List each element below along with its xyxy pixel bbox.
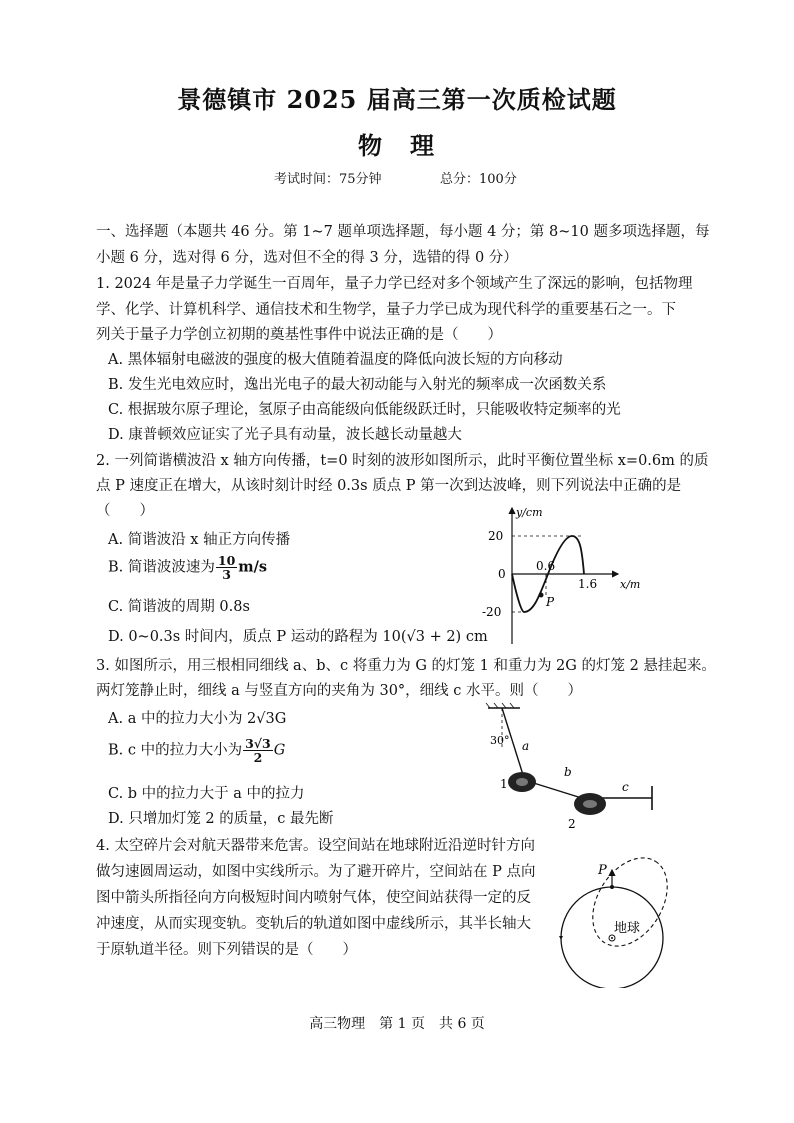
- q2-option-b-unit: m/s: [238, 558, 268, 576]
- point-p: [539, 593, 544, 598]
- q3-option-b: [108, 737, 285, 764]
- q3-fraction: [243, 737, 273, 764]
- q3-lantern-figure: [476, 700, 662, 832]
- graph-origin: 0: [498, 567, 506, 581]
- orbit-direction-arrow: [559, 936, 563, 940]
- q4-orbit-figure: [550, 848, 690, 988]
- exam-title: 景德镇市 2025 届高三第一次质检试题: [177, 85, 617, 114]
- q4-stem-line5: 于原轨道半径。则下列错误的是（ ）: [96, 942, 357, 958]
- station-point: [610, 885, 614, 889]
- page-footer: 高三物理 第 1 页 共 6 页: [309, 1016, 485, 1032]
- fraction-denominator: 3: [222, 567, 231, 582]
- subject-title: 物 理: [358, 131, 436, 160]
- q2-wave-graph: [478, 502, 658, 650]
- q3-option-c: C. b 中的拉力大于 a 中的拉力: [108, 786, 305, 802]
- q2-option-b-text: B. 简谐波波速为: [108, 559, 215, 576]
- q4-stem-line3: 图中箭头所指径向方向极短时间内喷射气体，使空间站获得一定的反: [96, 890, 531, 906]
- total-score: 总分：100分: [440, 172, 517, 187]
- q3-option-d: D. 只增加灯笼 2 的质量，c 最先断: [108, 811, 334, 827]
- q4-stem-line4: 冲速度，从而实现变轨。变轨后的轨道如图中虚线所示，其半长轴大: [96, 916, 531, 932]
- q3-stem-line2: 两灯笼静止时，细线 a 与竖直方向的夹角为 30°，细线 c 水平。则（ ）: [96, 683, 583, 699]
- graph-ylabel: y/cm: [516, 506, 543, 519]
- graph-xlabel: x/m: [620, 578, 641, 591]
- q3-option-b-unit: G: [273, 742, 286, 759]
- q3-option-a: A. a 中的拉力大小为 2√3G: [108, 711, 287, 727]
- graph-y-negative: -20: [482, 605, 502, 619]
- q1-option-c: C. 根据玻尔原子理论，氢原子由高能级向低能级跃迁时，只能吸收特定频率的光: [108, 402, 621, 418]
- label-lantern-2: 2: [568, 817, 576, 831]
- label-earth: 地球: [614, 921, 641, 936]
- q2-option-c: C. 简谐波的周期 0.8s: [108, 599, 250, 615]
- section-instruction-line1: 一、选择题（本题共 46 分。第 1~7 题单项选择题，每小题 4 分；第 8~10 题多项选择题，每: [96, 224, 710, 240]
- q2-stem-line2: 点 P 速度正在增大，从该时刻计时经 0.3s 质点 P 第一次到达波峰，则下列说法中正确的是: [96, 478, 682, 494]
- q1-stem-line3: 列关于量子力学创立初期的奠基性事件中说法正确的是（ ）: [96, 327, 502, 343]
- q2-fraction: [216, 554, 237, 581]
- label-c: c: [622, 780, 629, 794]
- graph-x-tick-1: 0.6: [536, 559, 556, 573]
- section-instruction-line2: 小题 6 分，选对得 6 分，选对但不全的得 3 分，选错的得 0 分）: [96, 250, 518, 266]
- q1-stem-line1: 1. 2024 年是量子力学诞生一百周年，量子力学已经对多个领域产生了深远的影响，包括物理: [96, 276, 693, 292]
- graph-x-tick-2: 1.6: [578, 577, 598, 591]
- q4-stem-line2: 做匀速圆周运动，如图中实线所示。为了避开碎片，空间站在 P 点向: [96, 864, 536, 880]
- label-b: b: [564, 765, 572, 779]
- q1-stem-line2: 学、化学、计算机科学、通信技术和生物学，量子力学已成为现代科学的重要基石之一。下: [96, 302, 676, 318]
- q2-option-a: A. 简谐波沿 x 轴正方向传播: [108, 532, 291, 548]
- label-p: P: [598, 863, 607, 878]
- label-lantern-1: 1: [500, 777, 508, 791]
- fraction-denominator: 2: [253, 750, 263, 765]
- graph-point-label: P: [546, 595, 555, 609]
- q3-option-b-text: B. c 中的拉力大小为: [108, 742, 243, 759]
- q3-stem-line1: 3. 如图所示，用三根相同细线 a、b、c 将重力为 G 的灯笼 1 和重力为 2G 的灯笼 2 悬挂起来。: [96, 658, 716, 674]
- q2-option-b: [108, 554, 267, 581]
- fraction-numerator: 3√3: [245, 736, 271, 751]
- q2-option-d: D. 0~0.3s 时间内，质点 P 运动的路程为 10(√3 + 2) cm: [108, 629, 488, 645]
- q2-stem-line1: 2. 一列简谐横波沿 x 轴方向传播，t=0 时刻的波形如图所示，此时平衡位置坐标 x=0.6m 的质: [96, 453, 709, 469]
- q1-option-b: B. 发生光电效应时，逸出光电子的最大初动能与入射光的频率成一次函数关系: [108, 377, 607, 393]
- q1-option-a: A. 黑体辐射电磁波的强度的极大值随着温度的降低向波长短的方向移动: [108, 352, 563, 368]
- angle-label: 30°: [490, 734, 510, 747]
- q4-stem-line1: 4. 太空碎片会对航天器带来危害。设空间站在地球附近沿逆时针方向: [96, 838, 535, 854]
- q1-option-d: D. 康普顿效应证实了光子具有动量，波长越长动量越大: [108, 427, 462, 443]
- label-a: a: [522, 739, 530, 753]
- exam-time: 考试时间：75分钟: [274, 172, 382, 187]
- q2-stem-line3: （ ）: [96, 503, 154, 519]
- graph-y-positive: 20: [488, 529, 504, 543]
- fraction-numerator: 10: [217, 553, 236, 568]
- new-orbit: [577, 848, 682, 960]
